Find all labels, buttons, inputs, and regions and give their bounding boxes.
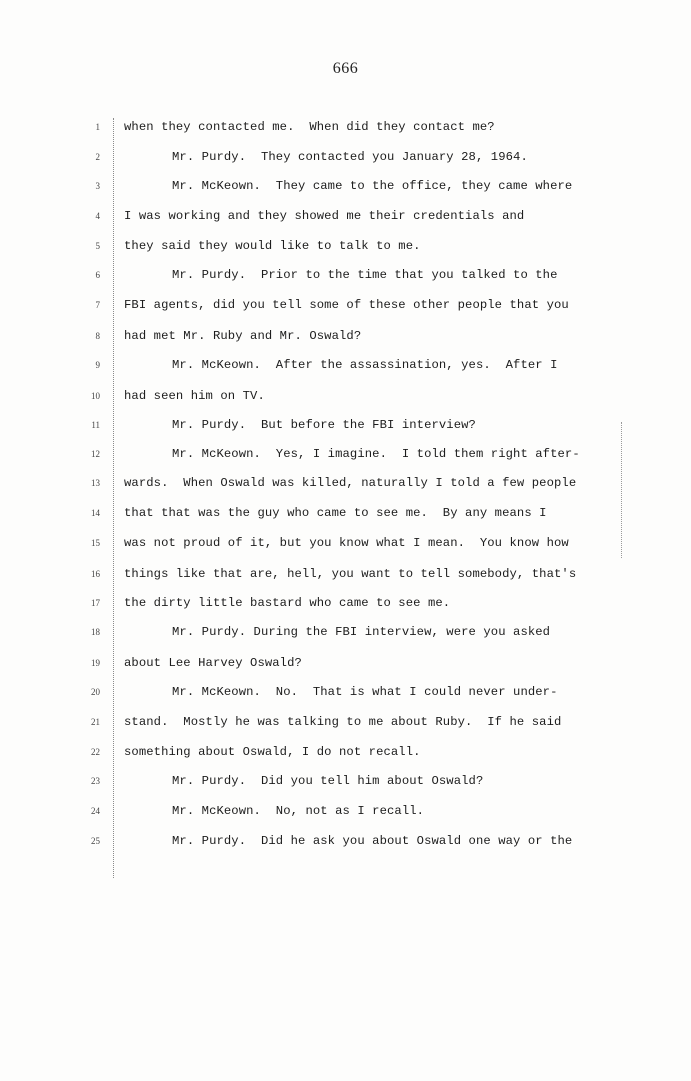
line-text: Mr. Purdy. During the FBI interview, were you asked	[172, 625, 551, 639]
transcript-line	[0, 711, 691, 733]
line-text: Mr. Purdy. Did he ask you about Oswald one way or the	[172, 834, 573, 848]
line-number: 3	[95, 181, 100, 191]
line-text: Mr. McKeown. No. That is what I could never under-	[172, 685, 558, 699]
line-text: about Lee Harvey Oswald?	[124, 656, 302, 670]
transcript-line	[0, 294, 691, 316]
line-text: things like that are, hell, you want to tell somebody, that's	[124, 567, 577, 581]
line-text: they said they would like to talk to me.	[124, 239, 421, 253]
line-number: 13	[91, 478, 100, 488]
line-text: was not proud of it, but you know what I mean. You know how	[124, 536, 569, 550]
transcript-line	[0, 146, 691, 168]
line-text: Mr. Purdy. Did you tell him about Oswald?	[172, 774, 484, 788]
line-text: the dirty little bastard who came to see me.	[124, 596, 451, 610]
line-number: 11	[91, 420, 100, 430]
line-number: 8	[95, 331, 100, 341]
line-number: 23	[91, 776, 100, 786]
transcript-line	[0, 325, 691, 347]
line-text: had seen him on TV.	[124, 389, 265, 403]
line-text: had met Mr. Ruby and Mr. Oswald?	[124, 329, 362, 343]
line-number: 25	[91, 836, 100, 846]
line-number: 18	[91, 627, 100, 637]
line-text: when they contacted me. When did they contact me?	[124, 120, 495, 134]
line-text: wards. When Oswald was killed, naturally I told a few people	[124, 476, 577, 490]
transcript-line	[0, 385, 691, 407]
transcript-line	[0, 472, 691, 494]
transcript-line	[0, 414, 691, 436]
transcript-line	[0, 502, 691, 524]
line-number: 17	[91, 598, 100, 608]
line-text: FBI agents, did you tell some of these other people that you	[124, 298, 569, 312]
transcript-line	[0, 800, 691, 822]
transcript-line	[0, 563, 691, 585]
line-number: 16	[91, 569, 100, 579]
transcript-line	[0, 532, 691, 554]
line-text: Mr. Purdy. They contacted you January 28, 1964.	[172, 150, 528, 164]
line-text: Mr. McKeown. Yes, I imagine. I told them right after-	[172, 447, 580, 461]
line-number: 19	[91, 658, 100, 668]
line-text: Mr. McKeown. After the assassination, yes. After I	[172, 358, 558, 372]
line-number: 24	[91, 806, 100, 816]
transcript-line	[0, 830, 691, 852]
left-margin-rule	[113, 118, 114, 878]
line-text: Mr. McKeown. They came to the office, they came where	[172, 179, 573, 193]
line-number: 9	[95, 360, 100, 370]
transcript-line	[0, 264, 691, 286]
line-number: 5	[95, 241, 100, 251]
transcript-line	[0, 741, 691, 763]
transcript-line	[0, 354, 691, 376]
line-number: 12	[91, 449, 100, 459]
line-text: Mr. Purdy. Prior to the time that you talked to the	[172, 268, 558, 282]
line-number: 6	[95, 270, 100, 280]
transcript-line	[0, 235, 691, 257]
line-number: 21	[91, 717, 100, 727]
line-number: 2	[95, 152, 100, 162]
transcript-line	[0, 592, 691, 614]
line-number: 10	[91, 391, 100, 401]
page-number: 666	[332, 60, 359, 77]
transcript-line	[0, 175, 691, 197]
transcript-line	[0, 621, 691, 643]
line-number: 22	[91, 747, 100, 757]
transcript-line	[0, 681, 691, 703]
line-text: Mr. Purdy. But before the FBI interview?	[172, 418, 476, 432]
transcript-line	[0, 770, 691, 792]
transcript-line	[0, 652, 691, 674]
line-text: stand. Mostly he was talking to me about Ruby. If he said	[124, 715, 562, 729]
line-number: 20	[91, 687, 100, 697]
line-number: 14	[91, 508, 100, 518]
line-number: 1	[95, 122, 100, 132]
transcript-line	[0, 205, 691, 227]
line-number: 7	[95, 300, 100, 310]
line-text: something about Oswald, I do not recall.	[124, 745, 421, 759]
line-text: Mr. McKeown. No, not as I recall.	[172, 804, 425, 818]
transcript-line	[0, 116, 691, 138]
line-text: I was working and they showed me their credentials and	[124, 209, 525, 223]
line-number: 4	[95, 211, 100, 221]
line-text: that that was the guy who came to see me. By any means I	[124, 506, 547, 520]
transcript-line	[0, 443, 691, 465]
line-number: 15	[91, 538, 100, 548]
